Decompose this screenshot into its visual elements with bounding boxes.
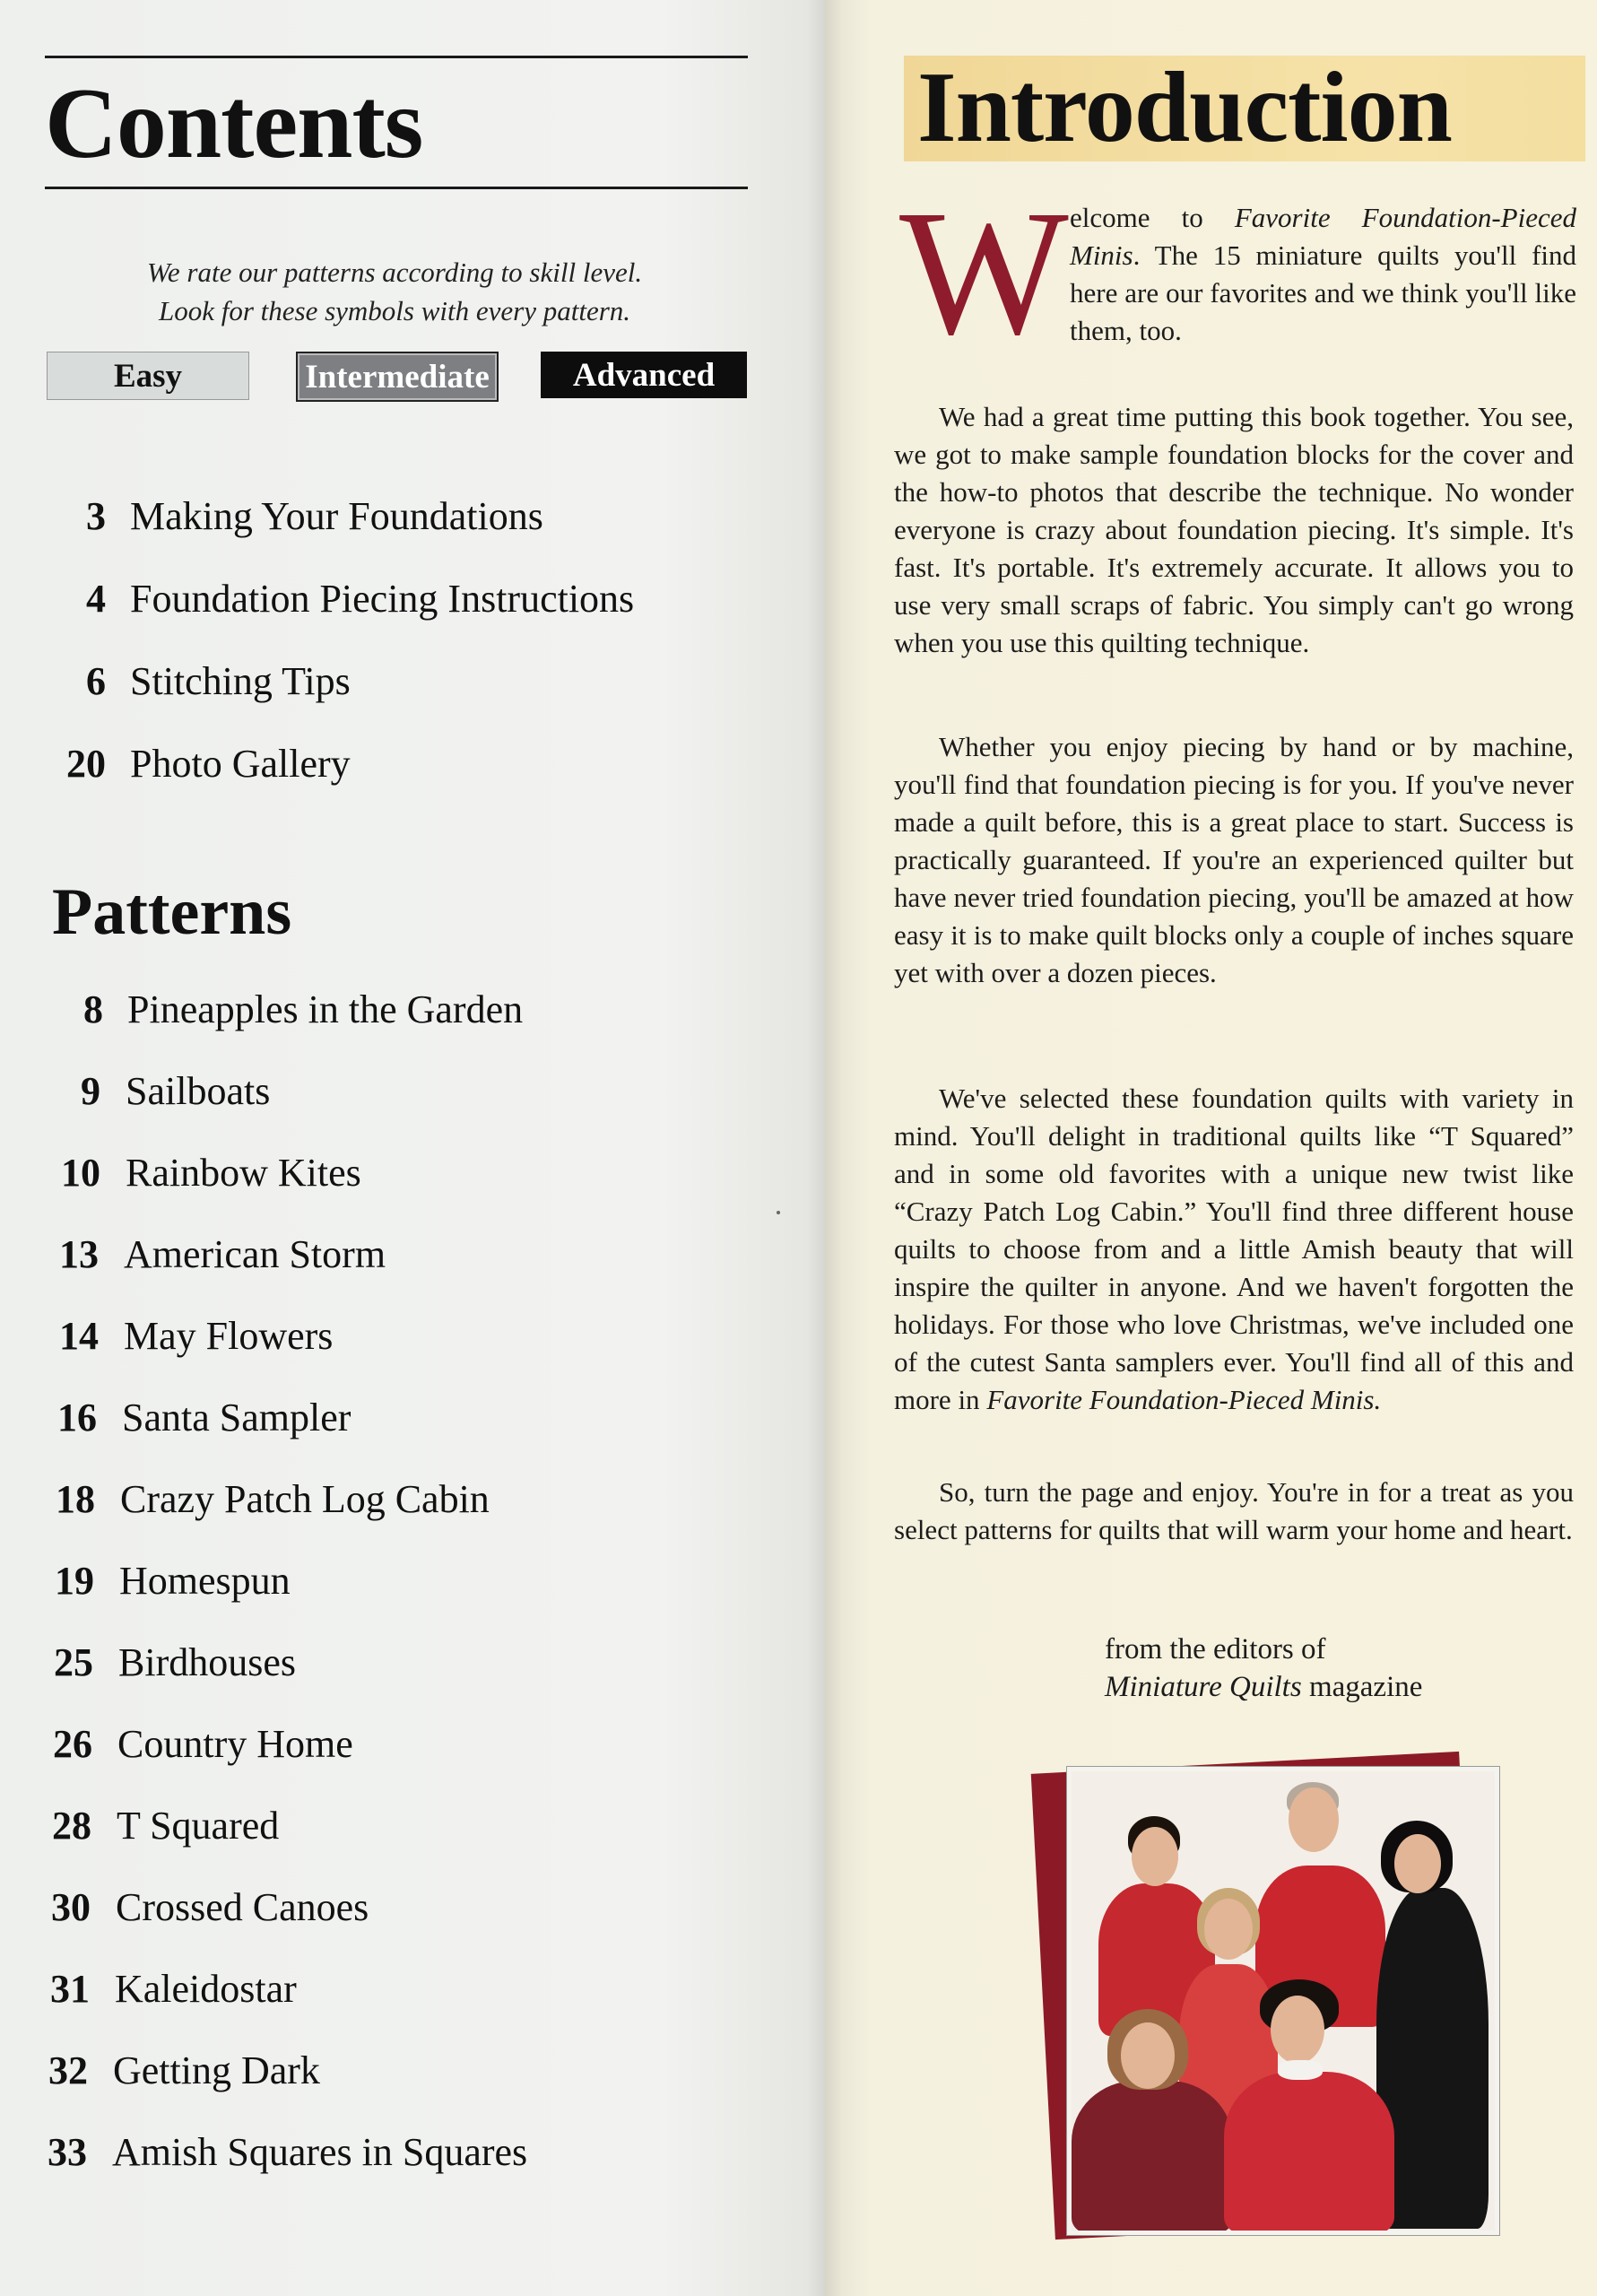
toc-page-number: 18 xyxy=(56,1477,95,1521)
intro-paragraph-3: Whether you enjoy piecing by hand or by machine, you'll find that foundation piecing is for you. If you've never made a quilt before, this is a great place to start. Success is practically guaranteed. If you're an experienced quilter but have never tried foundation piecing, you'll be amazed at how easy it is to make quilt blocks only a couple of inches square yet with over a dozen pieces. xyxy=(894,731,1574,988)
toc-title: Rainbow Kites xyxy=(126,1151,361,1195)
easy-badge: Easy xyxy=(47,352,249,400)
toc-title: Crossed Canoes xyxy=(116,1885,369,1929)
skill-note-line1: We rate our patterns according to skill level. xyxy=(146,257,643,288)
editors-signature xyxy=(1105,1631,1422,1706)
toc-title: Getting Dark xyxy=(113,2048,320,2092)
editors-line1: from the editors of xyxy=(1105,1633,1326,1665)
toc-page-number: 19 xyxy=(55,1559,94,1603)
book-title-italic: Favorite Foundation-Pieced Minis. xyxy=(986,1384,1382,1415)
toc-title: Kaleidostar xyxy=(115,1967,297,2011)
toc-title: T Squared xyxy=(117,1804,280,1848)
contents-top-rule xyxy=(45,56,748,58)
toc-page-number: 4 xyxy=(86,577,106,621)
toc-title: American Storm xyxy=(124,1232,386,1276)
toc-title: Homespun xyxy=(119,1559,291,1603)
toc-page-number: 32 xyxy=(48,2048,88,2092)
magazine-name: Miniature Quilts xyxy=(1105,1671,1302,1703)
toc-title: Crazy Patch Log Cabin xyxy=(120,1477,490,1521)
intermediate-badge: Intermediate xyxy=(296,352,499,402)
drop-cap-letter: W xyxy=(899,174,1069,372)
introduction-title: Introduction xyxy=(917,52,1452,163)
toc-title: Birdhouses xyxy=(118,1640,296,1684)
toc-page-number: 9 xyxy=(81,1069,100,1113)
editors-tail: magazine xyxy=(1301,1671,1423,1703)
toc-title: Country Home xyxy=(117,1722,353,1766)
toc-title: Photo Gallery xyxy=(130,742,351,786)
contents-title: Contents xyxy=(45,68,423,179)
advanced-badge: Advanced xyxy=(541,352,747,398)
toc-page-number: 28 xyxy=(52,1804,91,1848)
toc-title: Pineapples in the Garden xyxy=(127,987,524,1031)
para1-text-b: . The 15 miniature quilts you'll find here are our favorites and we think you'll like them, too. xyxy=(1070,239,1576,346)
print-speck xyxy=(777,1211,780,1214)
toc-page-number: 14 xyxy=(59,1314,99,1358)
intro-paragraph-1 xyxy=(1070,199,1576,350)
toc-page-number: 30 xyxy=(51,1885,91,1929)
patterns-heading: Patterns xyxy=(52,875,292,949)
book-gutter xyxy=(807,0,843,2296)
para4-text: We've selected these foundation quilts with variety in mind. You'll delight in traditional quilts like “T Squared” and in some old favorites with a unique new twist like “Crazy Patch Log Cabin.” You'll find three different house quilts to choose from and a little Amish beauty that will inspire the quilter in anyone. And we haven't forgotten the holidays. For those who love Christmas, we've included one of the cutest Santa samplers ever. You'll find all of this and more in xyxy=(894,1083,1574,1415)
toc-title: Foundation Piecing Instructions xyxy=(130,577,635,621)
toc-title: Sailboats xyxy=(126,1069,271,1113)
toc-page-number: 13 xyxy=(59,1232,99,1276)
skill-note-line2: Look for these symbols with every pattern. xyxy=(158,295,631,326)
toc-page-number: 26 xyxy=(53,1722,92,1766)
intro-paragraph-5: So, turn the page and enjoy. You're in for a treat as you select patterns for quilts that will warm your home and heart. xyxy=(894,1476,1574,1545)
skill-level-note xyxy=(45,253,744,330)
toc-page-number: 25 xyxy=(54,1640,93,1684)
toc-page-number: 8 xyxy=(83,987,103,1031)
toc-page-number: 3 xyxy=(86,494,106,538)
book-title-italic: Favorite Foundation-Pieced Minis xyxy=(1070,202,1576,271)
intro-paragraph-2: We had a great time putting this book together. You see, we got to make sample foundation blocks for the cover and the how-to photos that describe the technique. No wonder everyone is crazy about foundation piecing. It's simple. It's fast. It's portable. It's extremely accurate. It allows you to use very small scraps of fabric. You simply can't go wrong when you use this quilting technique. xyxy=(894,401,1574,658)
toc-page-number: 33 xyxy=(48,2130,87,2174)
para1-text-a: elcome to xyxy=(1070,202,1235,233)
toc-title: Stitching Tips xyxy=(130,659,351,703)
intro-paragraph-4 xyxy=(894,1080,1574,1419)
toc-title: Making Your Foundations xyxy=(130,494,543,538)
editors-group-photo xyxy=(1067,1767,1499,2235)
toc-page-number: 31 xyxy=(50,1967,90,2011)
editors-line2 xyxy=(1105,1668,1422,1706)
toc-page-number: 16 xyxy=(57,1396,97,1439)
toc-title: Santa Sampler xyxy=(122,1396,352,1439)
toc-page-number: 6 xyxy=(86,659,106,703)
toc-title: Amish Squares in Squares xyxy=(112,2130,528,2174)
toc-title: May Flowers xyxy=(124,1314,334,1358)
toc-page-number: 20 xyxy=(66,742,106,786)
toc-page-number: 10 xyxy=(61,1151,100,1195)
contents-bottom-rule xyxy=(45,187,748,189)
